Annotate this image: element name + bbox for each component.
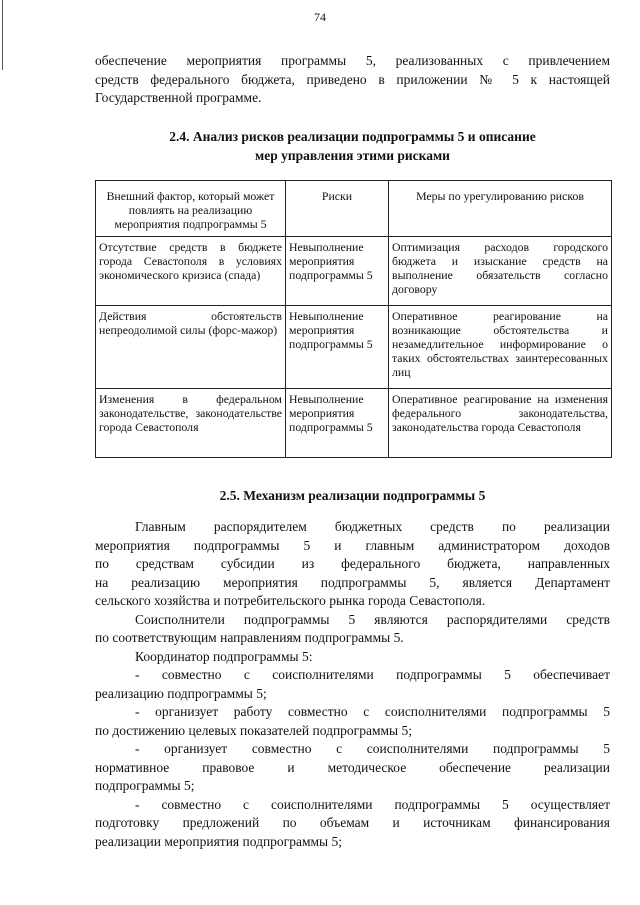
paragraph-co-executors bbox=[95, 611, 610, 648]
list-item-line: реализацию подпрограммы 5; bbox=[95, 685, 267, 701]
section-2-5-heading: 2.5. Механизм реализации подпрограммы 5 bbox=[219, 488, 486, 503]
paragraph-line: сельского хозяйства и потребительского рынка города Севастополя. bbox=[95, 593, 486, 608]
intro-paragraph bbox=[95, 52, 610, 108]
risk-cell: Невыполнение мероприятия подпрограммы 5 bbox=[286, 237, 389, 306]
table-row bbox=[96, 389, 612, 458]
intro-line: средств федерального бюджета, приведено в приложении № 5 к настоящей bbox=[95, 71, 610, 87]
paragraph-line: на реализацию мероприятия подпрограммы 5, является Департамент bbox=[95, 574, 610, 590]
list-item bbox=[95, 703, 610, 740]
paragraph-line: по соответствующим направлениям подпрограммы 5. bbox=[95, 630, 404, 645]
header-factor: Внешний фактор, который может повлиять на реализацию мероприятия подпрограммы 5 bbox=[96, 181, 286, 237]
section-2-4-heading bbox=[95, 127, 610, 165]
header-risks: Риски bbox=[286, 181, 389, 237]
list-item-line: реализации мероприятия подпрограммы 5; bbox=[95, 833, 342, 849]
risk-table bbox=[95, 180, 612, 458]
list-item bbox=[95, 740, 610, 796]
paragraph-line: по средствам субсидии из федерального бюджета, направленных bbox=[95, 556, 610, 571]
list-item-line: по достижению целевых показателей подпрограммы 5; bbox=[95, 722, 412, 738]
intro-line: обеспечение мероприятия программы 5, реализованных с привлечением bbox=[95, 53, 610, 68]
measures-cell: Оперативное реагирование на изменения федерального законодательства, законодательства города Севастополя bbox=[389, 389, 612, 458]
list-item-line: - совместно с соисполнителями подпрограммы 5 осуществляет bbox=[135, 796, 610, 812]
intro-line: Государственной программе. bbox=[95, 90, 262, 105]
risk-cell: Невыполнение мероприятия подпрограммы 5 bbox=[286, 306, 389, 389]
risk-cell: Невыполнение мероприятия подпрограммы 5 bbox=[286, 389, 389, 458]
table-row bbox=[96, 237, 612, 306]
paragraph-line: Главным распорядителем бюджетных средств по реализации bbox=[135, 519, 610, 534]
factor-cell: Действия обстоятельств непреодолимой силы (форс-мажор) bbox=[96, 306, 286, 389]
page-number: 74 bbox=[314, 10, 326, 24]
list-item-line: - организует работу совместно с соисполнителями подпрограммы 5 bbox=[135, 704, 610, 719]
list-item-line: - организует совместно с соисполнителями подпрограммы 5 bbox=[135, 741, 610, 756]
list-item bbox=[95, 796, 610, 852]
factor-cell: Изменения в федеральном законодательстве, законодательстве города Севастополя bbox=[96, 389, 286, 458]
section-2-5-body bbox=[95, 518, 610, 851]
risk-table-header-row bbox=[96, 181, 612, 237]
list-item-line: подпрограммы 5; bbox=[95, 778, 195, 793]
section-2-4-title-line: 2.4. Анализ рисков реализации подпрограммы 5 и описание bbox=[169, 129, 536, 144]
list-item-line: подготовку предложений по объемам и источникам финансирования bbox=[95, 815, 610, 830]
paragraph-main-administrator bbox=[95, 518, 610, 611]
coordinator-intro: Координатор подпрограммы 5: bbox=[135, 648, 313, 664]
list-item-line: нормативное правовое и методическое обеспечение реализации bbox=[95, 759, 610, 775]
list-item-line: - совместно с соисполнителями подпрограммы 5 обеспечивает bbox=[135, 667, 610, 682]
paragraph-line: Соисполнители подпрограммы 5 являются распорядителями средств bbox=[135, 611, 610, 627]
measures-cell: Оптимизация расходов городского бюджета и изыскание средств на выполнение обязательств согласно договору bbox=[389, 237, 612, 306]
measures-cell: Оперативное реагирование на возникающие обстоятельства и незамедлительное информирование о таких обстоятельствах заинтересованных лиц bbox=[389, 306, 612, 389]
list-item bbox=[95, 666, 610, 703]
section-2-4-title-line: мер управления этими рисками bbox=[255, 148, 450, 163]
paragraph-line: мероприятия подпрограммы 5 и главным администратором доходов bbox=[95, 537, 610, 553]
factor-cell: Отсутствие средств в бюджете города Севастополя в условиях экономического кризиса (спада) bbox=[96, 237, 286, 306]
header-measures: Меры по урегулированию рисков bbox=[389, 181, 612, 237]
table-row bbox=[96, 306, 612, 389]
